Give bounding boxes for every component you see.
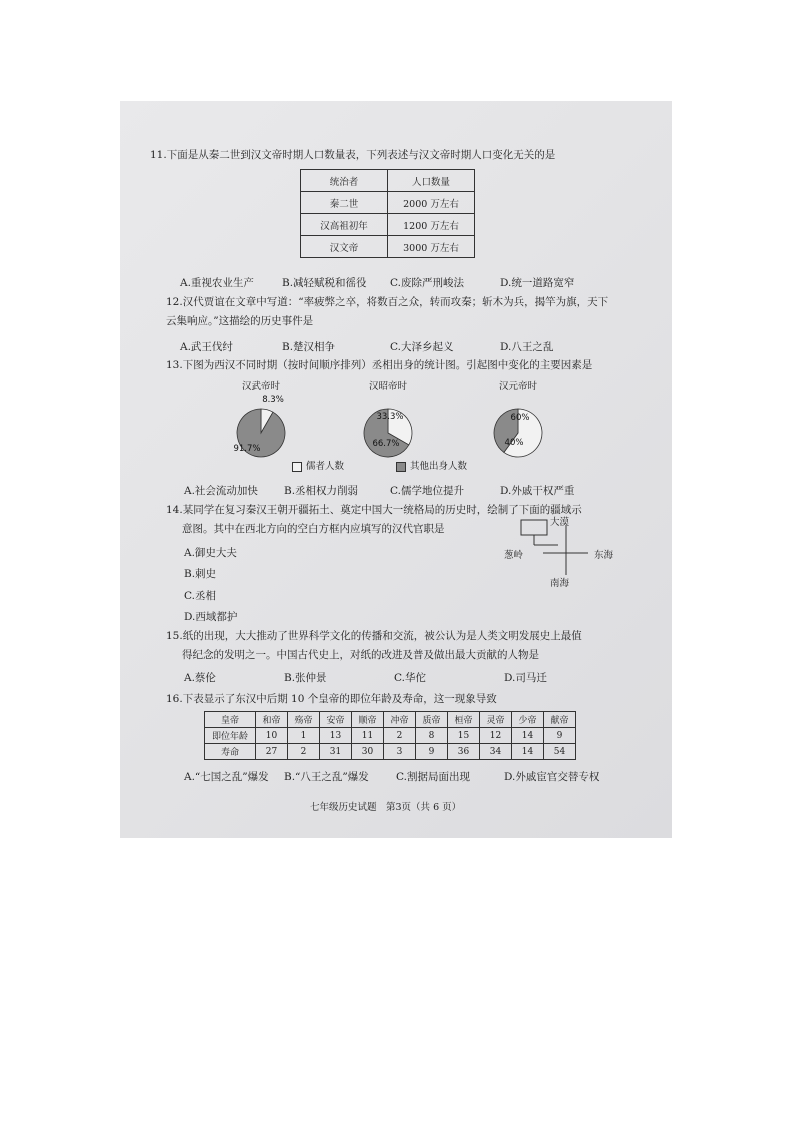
table-header-cell: 顺帝 [352, 712, 384, 728]
table-header-cell: 和帝 [256, 712, 288, 728]
pie-title: 汉武帝时 [241, 381, 281, 392]
table-header-cell: 统治者 [301, 170, 388, 192]
q15-option-b: B.张仲景 [284, 672, 327, 684]
q11-option-c: C.废除严刑峻法 [390, 277, 464, 289]
table-cell: 2000 万左右 [388, 192, 475, 214]
exam-sheet [120, 101, 672, 838]
table-cell: 34 [480, 744, 512, 760]
table-header-cell: 质帝 [416, 712, 448, 728]
pie-data-label: 91.7% [233, 444, 261, 454]
pie-title: 汉昭帝时 [368, 381, 408, 392]
page-footer: 七年级历史试题 第3页（共 6 页） [310, 802, 462, 813]
table-header-cell: 灵帝 [480, 712, 512, 728]
table-cell: 30 [352, 744, 384, 760]
q16-option-c: C.割据局面出现 [396, 771, 470, 783]
q11-option-b: B.减轻赋税和徭役 [282, 277, 367, 289]
table-header-cell: 人口数量 [388, 170, 475, 192]
map-label-north: 大漠 [550, 517, 570, 528]
table-cell: 3000 万左右 [388, 236, 475, 258]
legend-label-ru: 儒者人数 [306, 461, 345, 472]
table-cell: 1 [288, 728, 320, 744]
table-header-cell: 冲帝 [384, 712, 416, 728]
q13-stem: 13.下图为西汉不同时期（按时间顺序排列）丞相出身的统计图。引起图中变化的主要因素是 [166, 359, 593, 371]
table-header-cell: 少帝 [512, 712, 544, 728]
table-cell: 2 [384, 728, 416, 744]
q16-option-b: B.“八王之乱”爆发 [284, 771, 369, 783]
map-label-east: 东海 [594, 550, 614, 561]
table-cell: 2 [288, 744, 320, 760]
q11-option-a: A.重视农业生产 [180, 277, 254, 289]
q11-option-d: D.统一道路宽窄 [500, 277, 575, 289]
table-cell: 1200 万左右 [388, 214, 475, 236]
q13-option-c: C.儒学地位提升 [390, 485, 464, 497]
q11-stem: 11.下面是从秦二世到汉文帝时期人口数量表，下列表述与汉文帝时期人口变化无关的是 [150, 149, 556, 161]
table-cell: 即位年龄 [205, 728, 256, 744]
table-cell: 10 [256, 728, 288, 744]
map-label-south: 南海 [550, 578, 570, 589]
table-cell: 汉文帝 [301, 236, 388, 258]
pie-data-label: 33.3% [376, 412, 404, 422]
table-cell: 14 [512, 744, 544, 760]
table-header-cell: 皇帝 [205, 712, 256, 728]
table-cell: 54 [544, 744, 576, 760]
table-cell: 14 [512, 728, 544, 744]
table-cell: 36 [448, 744, 480, 760]
table-cell: 秦二世 [301, 192, 388, 214]
table-header-cell: 献帝 [544, 712, 576, 728]
q13-option-b: B.丞相权力削弱 [284, 485, 359, 497]
q15-stem-line2: 得纪念的发明之一。中国古代史上，对纸的改进及普及做出最大贡献的人物是 [182, 649, 539, 661]
q12-option-b: B.楚汉相争 [282, 341, 336, 353]
q14-option-a: A.御史大夫 [184, 547, 237, 559]
blank-box [521, 520, 547, 535]
table-cell: 3 [384, 744, 416, 760]
table-cell: 12 [480, 728, 512, 744]
pie-data-label: 66.7% [372, 439, 400, 449]
q12-stem-line2: 云集响应。”这描绘的历史事件是 [166, 315, 314, 327]
table-header-cell: 殇帝 [288, 712, 320, 728]
map-label-west: 葱岭 [504, 550, 524, 561]
q16-option-d: D.外戚宦官交替专权 [504, 771, 600, 783]
q14-option-c: C.丞相 [184, 590, 216, 602]
q14-stem-line2: 意图。其中在西北方向的空白方框内应填写的汉代官职是 [182, 523, 445, 535]
q16-stem: 16.下表显示了东汉中后期 10 个皇帝的即位年龄及寿命，这一现象导致 [166, 693, 497, 705]
pie-title: 汉元帝时 [498, 381, 538, 392]
table-cell: 11 [352, 728, 384, 744]
population-table [300, 169, 475, 258]
pie-data-label: 40% [504, 438, 524, 448]
legend-swatch-ru [292, 462, 302, 472]
table-cell: 9 [416, 744, 448, 760]
q12-option-a: A.武王伐纣 [180, 341, 233, 353]
table-cell: 27 [256, 744, 288, 760]
table-cell: 13 [320, 728, 352, 744]
table-cell: 8 [416, 728, 448, 744]
q12-stem-line1: 12.汉代贾谊在文章中写道：“率疲弊之卒，将数百之众，转而攻秦；斩木为兵，揭竿为旗，天下 [166, 296, 609, 308]
q14-option-d: D.西域都护 [184, 611, 238, 623]
table-header-cell: 桓帝 [448, 712, 480, 728]
table-cell: 31 [320, 744, 352, 760]
legend-swatch-other [396, 462, 406, 472]
pie-data-label: 60% [510, 413, 530, 423]
q15-option-c: C.华佗 [394, 672, 426, 684]
q15-option-d: D.司马迁 [504, 672, 547, 684]
q12-option-d: D.八王之乱 [500, 341, 554, 353]
legend-other [396, 458, 467, 472]
q13-option-d: D.外戚干权严重 [500, 485, 575, 497]
q14-option-b: B.刺史 [184, 568, 217, 580]
q15-stem-line1: 15.纸的出现，大大推动了世界科学文化的传播和交流，被公认为是人类文明发展史上最值 [166, 630, 582, 642]
table-header-cell: 安帝 [320, 712, 352, 728]
legend-label-other: 其他出身人数 [410, 461, 468, 472]
emperor-table [204, 711, 576, 760]
table-cell: 寿命 [205, 744, 256, 760]
table-cell: 15 [448, 728, 480, 744]
legend-ru [292, 458, 344, 472]
q12-option-c: C.大泽乡起义 [390, 341, 454, 353]
q15-option-a: A.蔡伦 [184, 672, 216, 684]
pie-data-label: 8.3% [262, 395, 284, 405]
q13-option-a: A.社会流动加快 [184, 485, 258, 497]
table-cell: 9 [544, 728, 576, 744]
table-cell: 汉高祖初年 [301, 214, 388, 236]
q14-stem-line1: 14.某同学在复习秦汉王朝开疆拓土、奠定中国大一统格局的历史时，绘制了下面的疆域示 [166, 504, 582, 516]
q16-option-a: A.“七国之乱”爆发 [184, 771, 269, 783]
